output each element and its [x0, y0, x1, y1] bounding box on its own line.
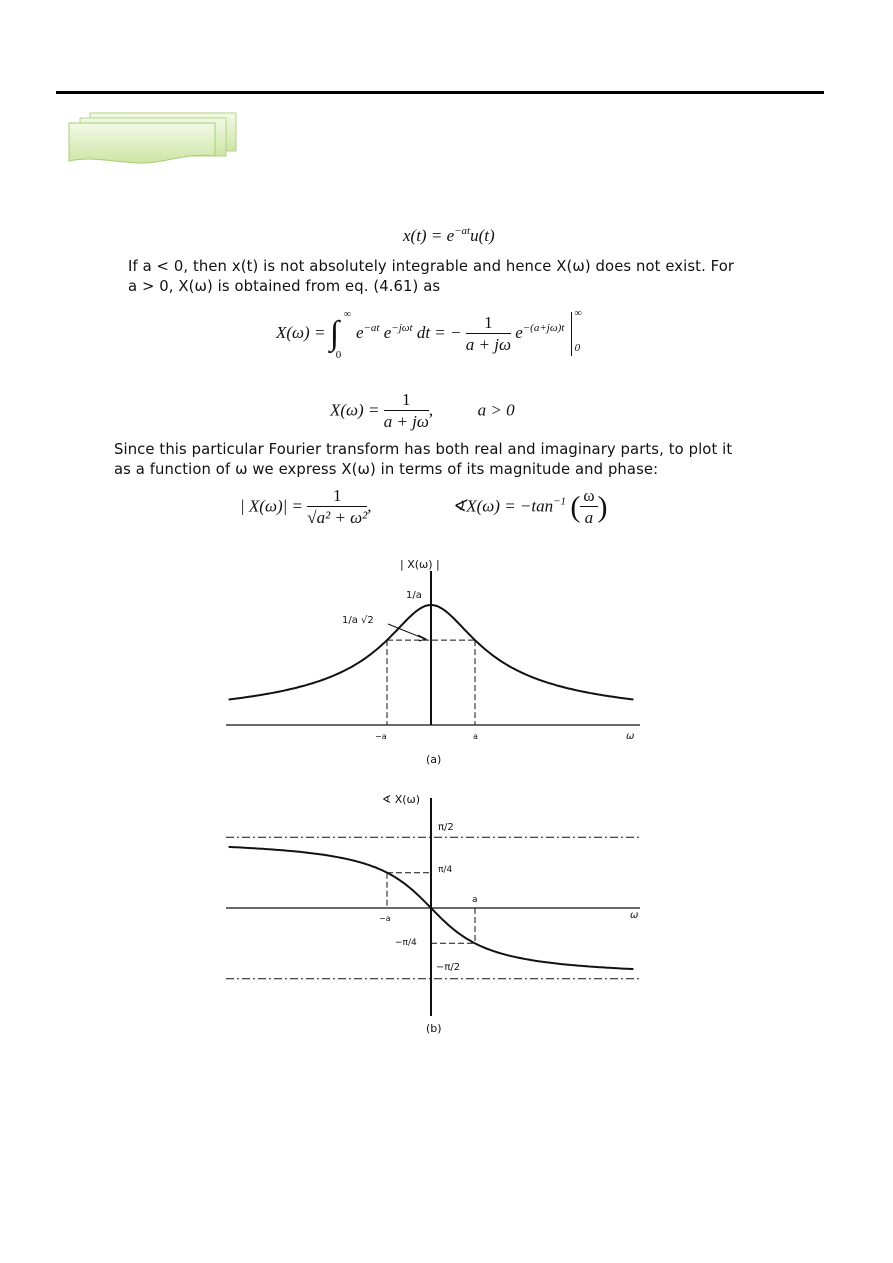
equation-signal: [403, 225, 495, 246]
paragraph-2-line-2: as a function of ω we express X(ω) in terms of its magnitude and phase:: [114, 461, 659, 478]
evaluation-bar: [571, 308, 586, 356]
equation-magnitude: | X(ω)| = $\frac{1}{\text{√a² + ω²}}$ ,: [240, 486, 372, 527]
phase-neg-pi4-label: −π/4: [395, 938, 417, 948]
paragraph-1-line-2: a > 0, X(ω) is obtained from eq. (4.61) as: [128, 278, 441, 295]
equation-integral: [276, 308, 586, 361]
phase-fraction-den: a: [584, 508, 594, 527]
result-fraction-num: 1: [384, 390, 429, 411]
magnitude-plot: [220, 553, 644, 768]
integral-dt: dt = −: [416, 322, 462, 342]
integral-exp-1: −at: [363, 321, 380, 334]
integral-lower-limit: 0: [335, 349, 342, 361]
result-fraction: [384, 390, 429, 433]
phase-fraction-num: ω: [580, 486, 597, 507]
integral-exp-3: −(a+jω)t: [522, 321, 565, 334]
header-rule: [56, 91, 824, 94]
phase-lhs: ∢X(ω) = −tan: [452, 496, 554, 516]
evaluation-upper: ∞: [574, 308, 582, 319]
mag-half-label-pointer: [388, 624, 425, 639]
equation-result-lhs: X(ω) =: [330, 400, 384, 420]
integral-fraction-num: 1: [466, 313, 511, 334]
mag-pos-a-tick: a: [473, 732, 478, 741]
equation-phase: ∢X(ω) = $-\tan^{-1}$ ( $\frac{\omega}{a}$ ): [452, 486, 608, 527]
phase-plot: [220, 790, 644, 1040]
magnitude-lhs: | X(ω)| =: [240, 496, 308, 516]
phase-pi2-label: π/2: [438, 822, 454, 833]
phase-neg-pi2-label: −π/2: [436, 962, 461, 973]
equation-signal-tail: u(t): [470, 226, 495, 245]
integral-sign-icon: ∫ ∞ 0: [329, 309, 351, 361]
phase-neg-a-tick: −a: [379, 914, 391, 923]
integral-term-e3: e: [515, 322, 523, 342]
magnitude-fraction-den: √a² + ω²: [307, 508, 368, 527]
section-tab-decoration: [68, 112, 238, 170]
evaluation-lower: 0: [574, 342, 581, 354]
result-condition: a > 0: [477, 400, 515, 420]
equation-signal-lhs: x(t) = e: [403, 226, 455, 245]
integral-term-e2: e: [383, 322, 392, 342]
magnitude-fraction-num: 1: [307, 486, 367, 507]
magnitude-fraction: [307, 486, 367, 529]
integral-term-e1: e: [355, 322, 364, 342]
phase-y-label: ∢ X(ω): [382, 793, 421, 806]
result-fraction-den: a + jω: [383, 412, 429, 431]
equation-signal-exponent: −at: [454, 225, 471, 237]
equation-integral-lhs: X(ω) =: [276, 322, 330, 342]
mag-neg-a-tick: −a: [375, 732, 387, 741]
phase-fraction: [580, 486, 597, 529]
phase-caption: (b): [426, 1022, 442, 1035]
phase-exponent: −1: [553, 495, 567, 508]
integral-fraction-den: a + jω: [465, 334, 511, 354]
integral-upper-limit: ∞: [343, 309, 351, 320]
integral-fraction: [466, 313, 511, 356]
mag-y-label: | X(ω) |: [400, 558, 440, 571]
phase-pos-a-tick: a: [472, 895, 478, 905]
equation-result: X(ω) = $\frac{1}{a + j\omega}$ , a > 0: [330, 390, 515, 431]
mag-peak-label: 1/a: [406, 590, 422, 601]
mag-caption: (a): [426, 753, 442, 766]
mag-x-label: ω: [626, 731, 635, 742]
paragraph-2-line-1: Since this particular Fourier transform has both real and imaginary parts, to plot it: [114, 441, 733, 458]
paragraph-1-line-1: If a < 0, then x(t) is not absolutely integrable and hence X(ω) does not exist. For: [128, 258, 735, 275]
mag-half-label: 1/a √2: [342, 615, 374, 626]
phase-x-label: ω: [630, 910, 639, 921]
phase-pi4-label: π/4: [438, 865, 453, 875]
integral-exp-2: −jωt: [391, 321, 413, 334]
